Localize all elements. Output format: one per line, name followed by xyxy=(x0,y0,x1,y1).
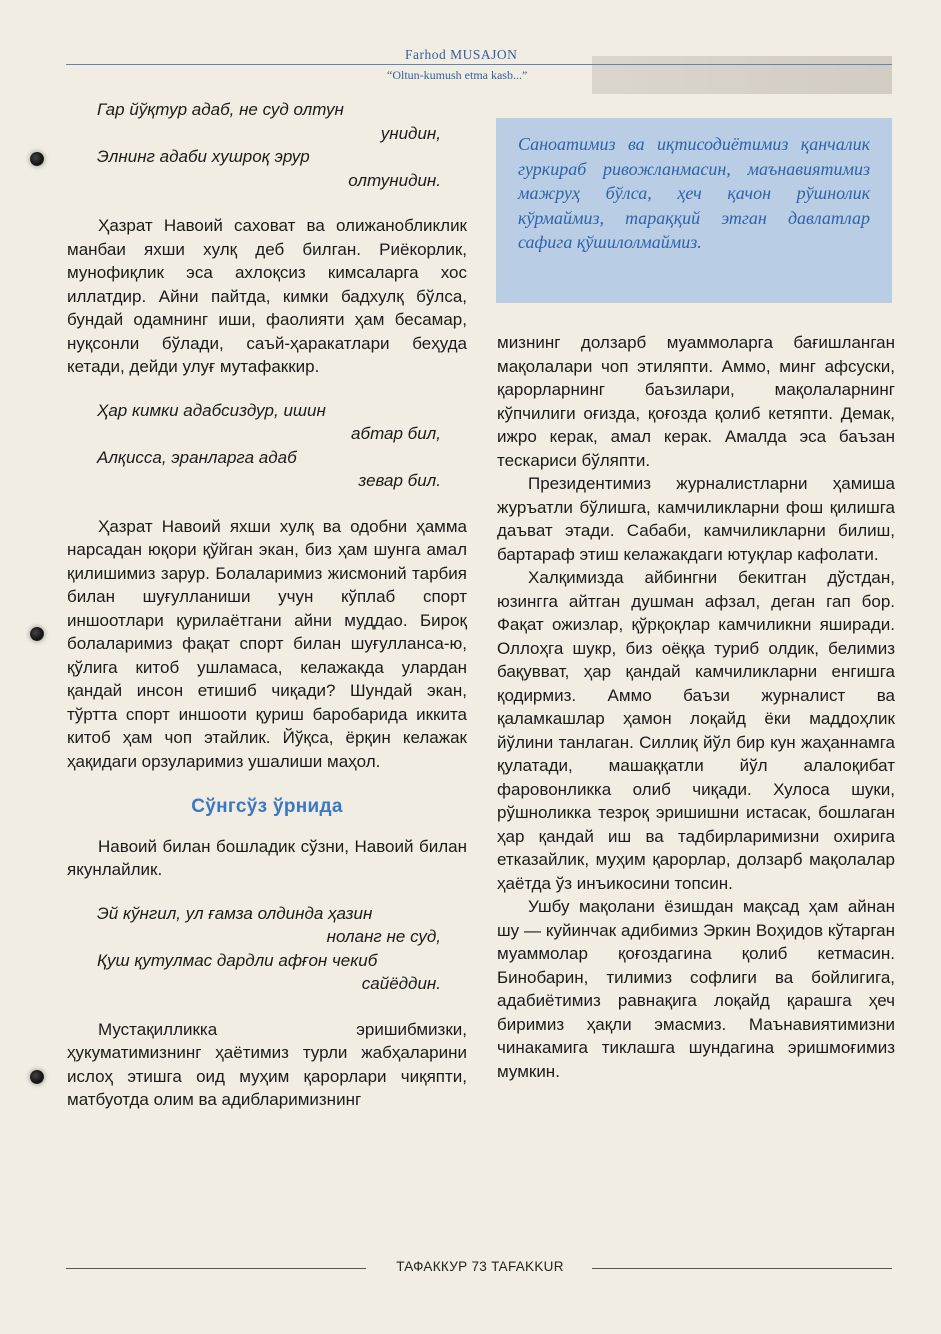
paragraph: мизнинг долзарб муаммоларга бағишланган мақолалари чоп этиляпти. Аммо, минг афсуски, қарорларнинг баъзилари, мақолаларнинг кўпчилиги оғизда, қоғозда қолиб кетяпти. Демак, ижро керак, амал керак. Амалда эса баъзан тескариси бўляпти. xyxy=(497,333,895,470)
poem-line: ноланг не суд, xyxy=(326,927,441,946)
binder-hole xyxy=(30,627,44,641)
paragraph: Президентимиз журналистларни ҳамиша журъатли бўлишга, камчиликларни фош қилишга даъват этади. Сабаби, камчиликларни билиш, бартараф этиш келажакдаги ютуқлар кафолати. xyxy=(497,474,895,564)
binder-hole xyxy=(30,152,44,166)
paragraph: Навоий билан бошладик сўзни, Навоий билан якунлайлик. xyxy=(67,836,467,879)
paragraph: Халқимизда айбингни бекитган дўстдан, юзингга айтган душман афзал, деган гап бор. Фақат ожизлар, қўрқоқлар камчиликни яширади. Оллоҳга шукр, биз оёққа туриб олдик, белимиз бақувват, ҳар қандай камчиликларни енгишга қодирмиз. Аммо баъзи журналист ва қаламкашлар ҳамон лоқайд ёки маддоҳлик йўлини танлаган. Силлиқ йўл бир кун жаҳаннамга қулатади, машаққатли йўл алалоқибат фаровонликка олиб чиқади. Хулоса шуки, рўшноликка тезроқ эришишни истасак, бошлаган ҳар қандай иш ва тадбирларимизни охирига етказайлик, муҳим қарорлар, долзарб мақолалар ҳаётда ўз инъикосини топсин. xyxy=(497,568,895,893)
poem-line: унидин, xyxy=(380,123,441,143)
paragraph: Ушбу мақолани ёзишдан мақсад ҳам айнан шу — куйинчак адибимиз Эркин Воҳидов кўтарган муаммолар қоғоздагина қолиб кетмасин. Бинобарин, тилимиз софлиги ва бойлигига, адабиётимиз равнақига лоқайд қарашга ҳеч биримиз ҳақли эмасмиз. Маънавиятимизни чинакамига тиклашга шундагина эришмоғимиз мумкин. xyxy=(497,897,895,1081)
poem-line: абтар бил, xyxy=(351,424,441,443)
section-heading: Сўнгсўз ўрнида xyxy=(191,796,343,817)
binder-hole xyxy=(30,1070,44,1084)
header-author: Farhod MUSAJON xyxy=(405,47,518,62)
left-column xyxy=(67,98,467,1112)
poem-line: сайёддин. xyxy=(361,974,441,993)
paragraph: Ҳазрат Навоий яхши хулқ ва одобни ҳамма нарсадан юқори қўйган экан, биз ҳам шунга амал қилишимиз зарур. Болаларимиз жисмоний тарбия билан шуғулланиши учун кўплаб спорт иншоотлари қурилаётгани айни муддао. Бироқ болаларимиз фақат спорт билан шуғулланса-ю, қўлига китоб ушламаса, келажакда улардан қандай инсон етишиб чиқади? Шундай экан, тўртта спорт иншооти қуриш баробарида иккита китоб ҳам чоп этайлик. Йўқса, ёрқин келажак ҳақидаги орзуларимиз ушалиши маҳол. xyxy=(67,516,467,771)
footer-rule xyxy=(66,1268,366,1269)
pull-quote-box xyxy=(496,118,892,303)
footer-rule xyxy=(592,1268,892,1269)
pull-quote-text: Саноатимиз ва иқтисодиётимиз қанчалик гуркираб ривожланмасин, маънавиятимиз мажруҳ бўлса, ҳеч қачон рўшнолик кўрмаймиз, тараққий этган давлатлар сафига қўшилолмаймиз. xyxy=(518,134,870,252)
header-rule xyxy=(66,64,892,65)
paragraph: Ҳазрат Навоий саховат ва олижанобликлик манбаи яхши хулқ деб билган. Риёкорлик, мунофиқлик эса ахлоқсиз кимсаларга хос иллатдир. Айни пайтда, кимки бадхулқ бўлса, бундай одамнинг иши, фаолияти ҳам бесамар, нуқсонли бўлади, саъй-ҳаракатлари беҳуда кетади, дейди улуғ мутафаккир. xyxy=(67,216,467,376)
header-subtitle: “Oltun-kumush etma kasb...” xyxy=(387,68,528,82)
poem-stanza xyxy=(67,98,467,192)
footer-page-label: ТАФАККУР 73 TAFAKKUR xyxy=(396,1259,564,1274)
right-column xyxy=(497,331,895,1083)
poem-line: Элнинг адаби хушроқ эрур xyxy=(97,147,310,166)
poem-line: Қуш қутулмас дардли афғон чекиб xyxy=(97,950,378,970)
poem-stanza xyxy=(67,399,467,493)
poem-line: олтунидин. xyxy=(348,170,441,190)
poem-line: Гар йўқтур адаб, не суд олтун xyxy=(97,100,344,119)
poem-line: Эй кўнгил, ул ғамза олдинда ҳазин xyxy=(97,903,373,923)
poem-line: Алқисса, эранларга адаб xyxy=(97,447,297,467)
paragraph: Мустақилликка эришибмизки, ҳукуматимизнинг ҳаётимиз турли жабҳаларини ислоҳ этишга оид муҳим қарорлари чиқяпти, матбуотда олим ва адибларимизнинг xyxy=(67,1019,467,1109)
poem-line: зевар бил. xyxy=(358,471,441,490)
poem-stanza xyxy=(67,902,467,996)
poem-line: Ҳар кимки адабсиздур, ишин xyxy=(97,400,326,420)
